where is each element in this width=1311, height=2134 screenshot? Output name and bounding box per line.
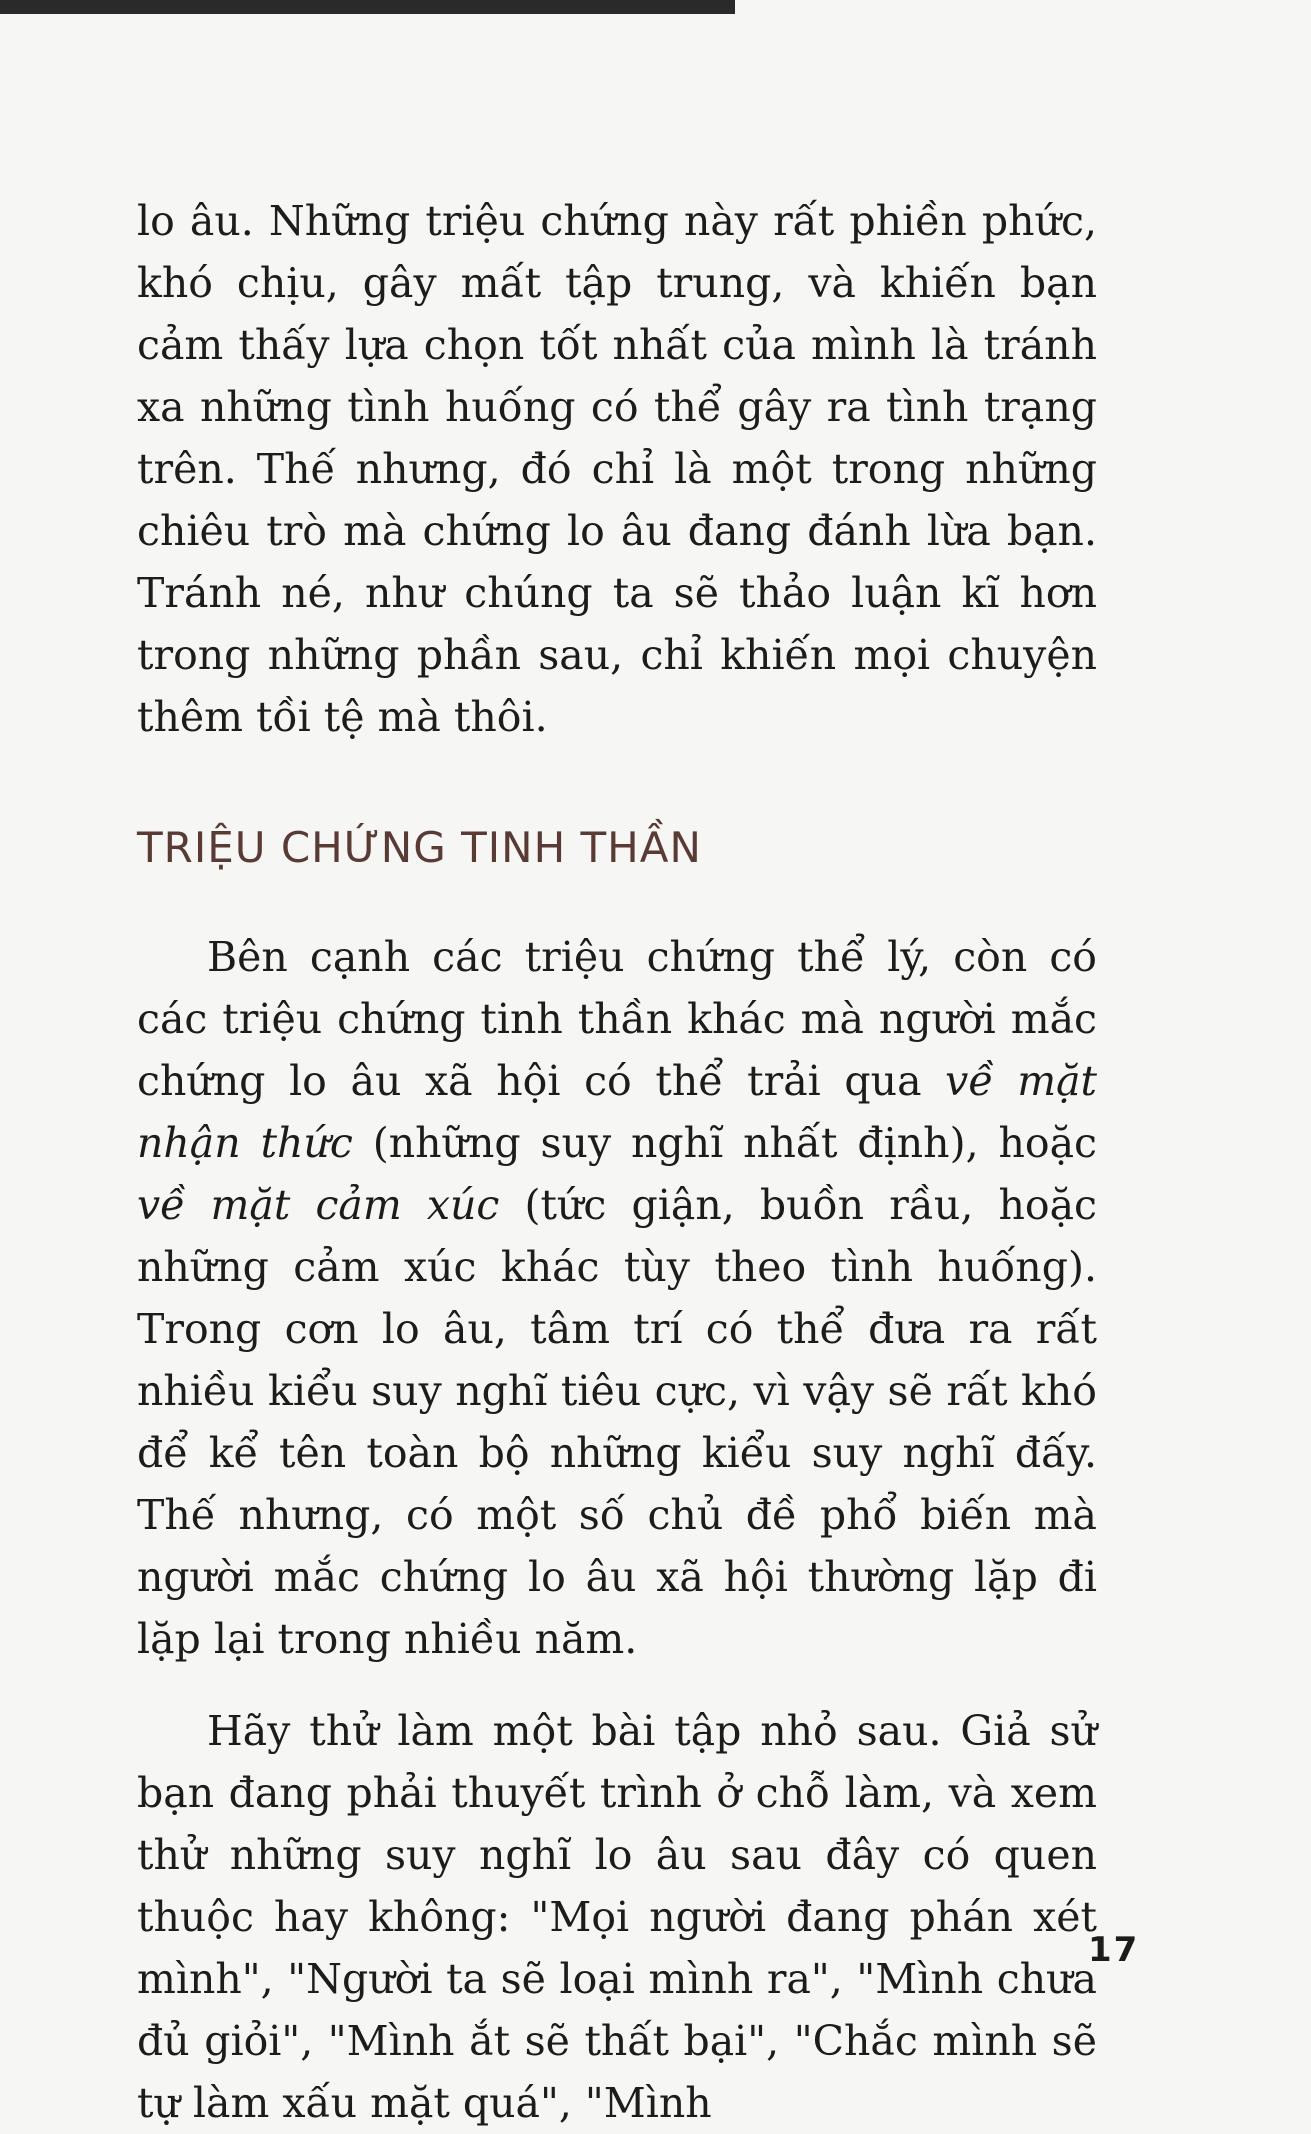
paragraph-mental-symptoms bbox=[137, 926, 1097, 1670]
paragraph-exercise: Hãy thử làm một bài tập nhỏ sau. Giả sử bạn đang phải thuyết trình ở chỗ làm, và xem thử những suy nghĩ lo âu sau đây có quen thuộc hay không: "Mọi người đang phán xét mình", "Người ta sẽ loại mình ra", "Mình chưa đủ giỏi", "Mình ắt sẽ thất bại", "Chắc mình sẽ tự làm xấu mặt quá", "Mình bbox=[137, 1707, 1097, 2127]
paragraph-text: (tức giận, buồn rầu, hoặc những cảm xúc khác tùy theo tình huống). Trong cơn lo âu, tâm trí có thể đưa ra rất nhiều kiểu suy nghĩ tiêu cực, vì vậy sẽ rất khó để kể tên toàn bộ những kiểu suy nghĩ đấy. Thế nhưng, có một số chủ đề phổ biến mà người mắc chứng lo âu xã hội thường lặp đi lặp lại trong nhiều năm. bbox=[137, 1181, 1098, 1663]
page-number: 17 bbox=[1088, 1930, 1140, 1970]
section-heading: TRIỆU CHỨNG TINH THẦN bbox=[137, 823, 702, 872]
paragraph-text: Bên cạnh các triệu chứng thể lý, còn có các triệu chứng tinh thần khác mà người mắc chứng lo âu xã hội có thể trải qua bbox=[137, 933, 1097, 1105]
page-content bbox=[137, 190, 1097, 2134]
page-top-edge bbox=[0, 0, 735, 14]
italic-phrase-emotional: về mặt cảm xúc bbox=[137, 1181, 500, 1229]
paragraph-text: (những suy nghĩ nhất định), hoặc bbox=[352, 1119, 1097, 1167]
paragraph-intro: lo âu. Những triệu chứng này rất phiền phức, khó chịu, gây mất tập trung, và khiến bạn cảm thấy lựa chọn tốt nhất của mình là tránh xa những tình huống có thể gây ra tình trạng trên. Thế nhưng, đó chỉ là một trong những chiêu trò mà chứng lo âu đang đánh lừa bạn. Tránh né, như chúng ta sẽ thảo luận kĩ hơn trong những phần sau, chỉ khiến mọi chuyện thêm tồi tệ mà thôi. bbox=[137, 197, 1097, 741]
italic-phrase-cognitive: về mặt nhận thức bbox=[137, 1057, 1097, 1167]
